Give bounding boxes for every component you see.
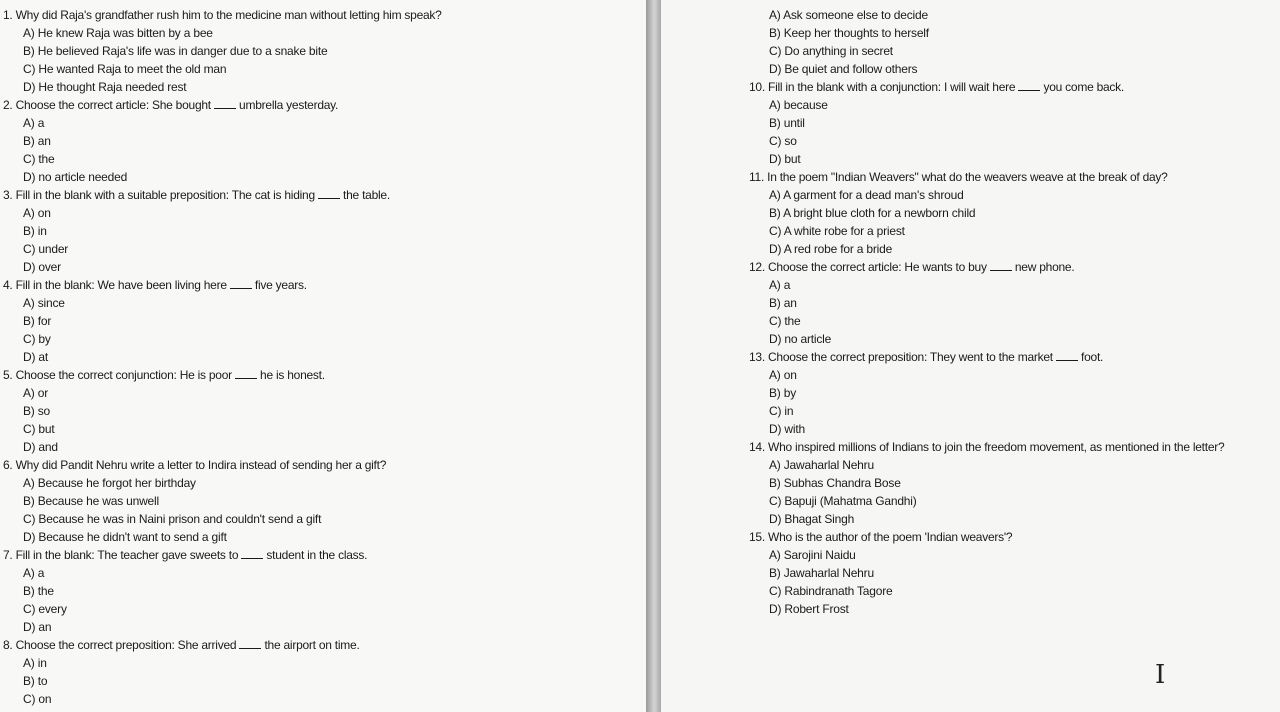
page-gutter <box>646 0 661 712</box>
answer-option: B) an <box>23 134 51 148</box>
answer-option: A) Ask someone else to decide <box>769 8 928 22</box>
question-item <box>3 276 643 366</box>
answer-option: D) no article <box>769 332 832 346</box>
answer-option: D) A red robe for a bride <box>769 242 893 256</box>
answer-option: B) A bright blue cloth for a newborn child <box>769 206 976 220</box>
question-stem: 11. In the poem "Indian Weavers" what do the weavers weave at the break of day? <box>749 170 1168 184</box>
answer-option: D) no article needed <box>23 170 128 184</box>
answer-blank <box>1018 80 1040 91</box>
question-item <box>3 6 643 96</box>
answer-option: C) on <box>23 692 52 706</box>
answer-option: C) Rabindranath Tagore <box>769 584 893 598</box>
answer-option: D) Bhagat Singh <box>769 512 855 526</box>
answer-option: D) Be quiet and follow others <box>769 62 918 76</box>
answer-option: B) in <box>23 224 47 238</box>
question-item <box>749 6 1280 78</box>
question-item <box>749 258 1280 348</box>
answer-option: B) Jawaharlal Nehru <box>769 566 874 580</box>
answer-option: A) on <box>769 368 797 382</box>
answer-option: B) to <box>23 674 48 688</box>
answer-option: A) He knew Raja was bitten by a bee <box>23 26 213 40</box>
answer-option: A) a <box>23 566 45 580</box>
question-stem: 3. Fill in the blank with a suitable preposition: The cat is hiding the table. <box>3 188 390 202</box>
answer-option: D) Because he didn't want to send a gift <box>23 530 227 544</box>
question-stem: 2. Choose the correct article: She bought umbrella yesterday. <box>3 98 339 112</box>
answer-blank <box>214 98 236 109</box>
answer-option: B) so <box>23 404 51 418</box>
answer-option: C) by <box>23 332 51 346</box>
question-item <box>3 456 643 546</box>
question-stem: 6. Why did Pandit Nehru write a letter to Indira instead of sending her a gift? <box>3 458 387 472</box>
answer-option: A) a <box>769 278 791 292</box>
right-page <box>661 0 1280 712</box>
answer-blank <box>239 638 261 649</box>
left-question-column <box>3 6 643 708</box>
question-stem: 12. Choose the correct article: He wants to buy new phone. <box>749 260 1075 274</box>
answer-option: A) Because he forgot her birthday <box>23 476 196 490</box>
answer-option: B) the <box>23 584 54 598</box>
right-question-column <box>749 6 1280 618</box>
answer-option: C) so <box>769 134 797 148</box>
question-stem: 4. Fill in the blank: We have been living here five years. <box>3 278 307 292</box>
answer-option: C) He wanted Raja to meet the old man <box>23 62 227 76</box>
answer-blank <box>235 368 257 379</box>
answer-option: C) but <box>23 422 55 436</box>
answer-option: D) and <box>23 440 58 454</box>
answer-option: C) Do anything in secret <box>769 44 893 58</box>
question-item <box>3 366 643 456</box>
answer-option: D) but <box>769 152 801 166</box>
question-item <box>749 78 1280 168</box>
question-item <box>749 348 1280 438</box>
question-stem: 1. Why did Raja's grandfather rush him to the medicine man without letting him speak? <box>3 8 442 22</box>
answer-option: A) A garment for a dead man's shroud <box>769 188 964 202</box>
answer-option: C) Bapuji (Mahatma Gandhi) <box>769 494 917 508</box>
question-item <box>3 546 643 636</box>
question-stem: 8. Choose the correct preposition: She arrived the airport on time. <box>3 638 360 652</box>
answer-blank <box>1056 350 1078 361</box>
answer-option: C) the <box>23 152 55 166</box>
question-stem: 5. Choose the correct conjunction: He is poor he is honest. <box>3 368 325 382</box>
question-stem: 13. Choose the correct preposition: They went to the market foot. <box>749 350 1104 364</box>
answer-option: C) Because he was in Naini prison and couldn't send a gift <box>23 512 322 526</box>
text-cursor-icon: I <box>1155 660 1166 690</box>
question-item <box>749 438 1280 528</box>
answer-blank <box>990 260 1012 271</box>
answer-option: B) an <box>769 296 797 310</box>
answer-option: B) until <box>769 116 805 130</box>
answer-option: B) He believed Raja's life was in danger due to a snake bite <box>23 44 328 58</box>
answer-blank <box>318 188 340 199</box>
answer-option: B) Because he was unwell <box>23 494 159 508</box>
answer-option: A) on <box>23 206 51 220</box>
answer-option: A) a <box>23 116 45 130</box>
answer-option: B) Keep her thoughts to herself <box>769 26 929 40</box>
answer-option: C) the <box>769 314 801 328</box>
question-item <box>749 528 1280 618</box>
answer-option: C) every <box>23 602 67 616</box>
answer-option: A) in <box>23 656 47 670</box>
answer-option: A) because <box>769 98 828 112</box>
question-item <box>749 168 1280 258</box>
answer-option: A) since <box>23 296 65 310</box>
answer-option: D) with <box>769 422 805 436</box>
answer-blank <box>230 278 252 289</box>
answer-option: B) for <box>23 314 52 328</box>
answer-option: D) He thought Raja needed rest <box>23 80 187 94</box>
answer-option: D) an <box>23 620 52 634</box>
question-item <box>3 636 643 708</box>
answer-option: C) under <box>23 242 69 256</box>
answer-option: A) Sarojini Naidu <box>769 548 856 562</box>
answer-option: D) at <box>23 350 49 364</box>
question-item <box>3 96 643 186</box>
answer-option: C) in <box>769 404 794 418</box>
answer-option: B) Subhas Chandra Bose <box>769 476 901 490</box>
answer-option: B) by <box>769 386 797 400</box>
answer-option: D) over <box>23 260 61 274</box>
question-stem: 7. Fill in the blank: The teacher gave sweets to student in the class. <box>3 548 368 562</box>
question-stem: 15. Who is the author of the poem 'Indian weavers'? <box>749 530 1013 544</box>
answer-option: D) Robert Frost <box>769 602 849 616</box>
question-stem: 14. Who inspired millions of Indians to join the freedom movement, as mentioned in the letter? <box>749 440 1225 454</box>
answer-option: A) Jawaharlal Nehru <box>769 458 874 472</box>
question-item <box>3 186 643 276</box>
answer-option: C) A white robe for a priest <box>769 224 905 238</box>
question-stem: 10. Fill in the blank with a conjunction: I will wait here you come back. <box>749 80 1125 94</box>
answer-blank <box>241 548 263 559</box>
answer-option: A) or <box>23 386 49 400</box>
